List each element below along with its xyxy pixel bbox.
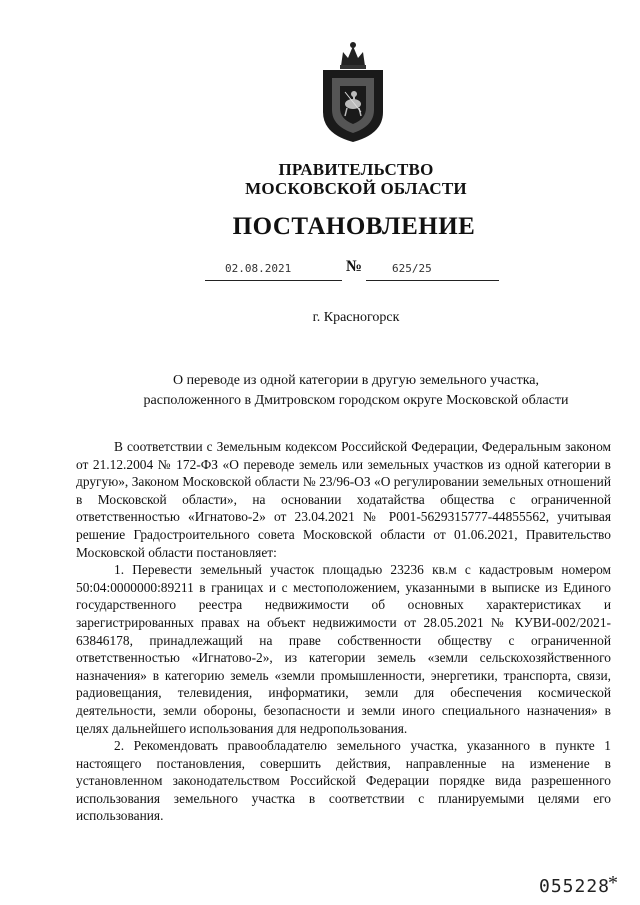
decree-body: [76, 438, 611, 825]
government-name-line1: ПРАВИТЕЛЬСТВО: [278, 160, 434, 179]
decree-date: 02.08.2021: [225, 262, 292, 275]
decree-number: 625/25: [392, 262, 432, 275]
number-sign: №: [346, 258, 363, 275]
decree-subject: [60, 371, 640, 411]
registration-stamp-number: 055228: [539, 876, 611, 897]
number-underline: [366, 260, 499, 281]
subject-line2: расположенного в Дмитровском городском округе Московской области: [143, 393, 569, 408]
item-1-paragraph: 1. Перевести земельный участок площадью 23236 кв.м с кадастровым номером 50:04:0000000:89211 в границах и с местоположением, указанными в выписке из Единого государственного реестра недвижимости об основных характеристиках и зарегистрированных правах на объект недвижимости от 28.05.2021 № КУВИ-002/2021-63846178, принадлежащий на праве собственности обществу с ограниченной ответственностью «Игнатово-2», из категории земель «земли сельскохозяйственного назначения» в категорию земель «земли промышленности, энергетики, транспорта, связи, радиовещания, телевидения, информатики, земли для обеспечения космической деятельности, земли обороны, безопасности и земли иного специального назначения» в целях дальнейшего использования для недропользования.: [76, 562, 611, 736]
document-type-title: ПОСТАНОВЛЕНИЕ: [232, 213, 476, 240]
preamble-paragraph: В соответствии с Земельным кодексом Российской Федерации, Федеральным законом от 21.12.2004 № 172-ФЗ «О переводе земель или земельных участков из одной категории в другую», Законом Московской области № 23/96-ОЗ «О регулировании земельных отношений в Московской области», на основании ходатайства общества с ограниченной ответственностью «Игнатово-2» от 23.04.2021 № Р001-5629315777-44855562, учитывая решение Градостроительного совета Московской области от 01.06.2021, Правительство Московской области постановляет:: [76, 439, 611, 560]
item-2-paragraph: 2. Рекомендовать правообладателю земельного участка, указанного в пункте 1 настоящего постановления, совершить действия, направленные на изменение в установленном законодательством Российской Федерации порядке вида разрешенного использования земельного участка в соответствии с планируемыми целями его использования.: [76, 738, 611, 824]
stamp-asterisk: *: [608, 872, 618, 894]
government-name-line2: МОСКОВСКОЙ ОБЛАСТИ: [245, 179, 467, 198]
subject-line1: О переводе из одной категории в другую земельного участка,: [172, 373, 540, 388]
city-of-issue: г. Красногорск: [312, 310, 400, 325]
coat-of-arms-emblem: [319, 40, 387, 144]
